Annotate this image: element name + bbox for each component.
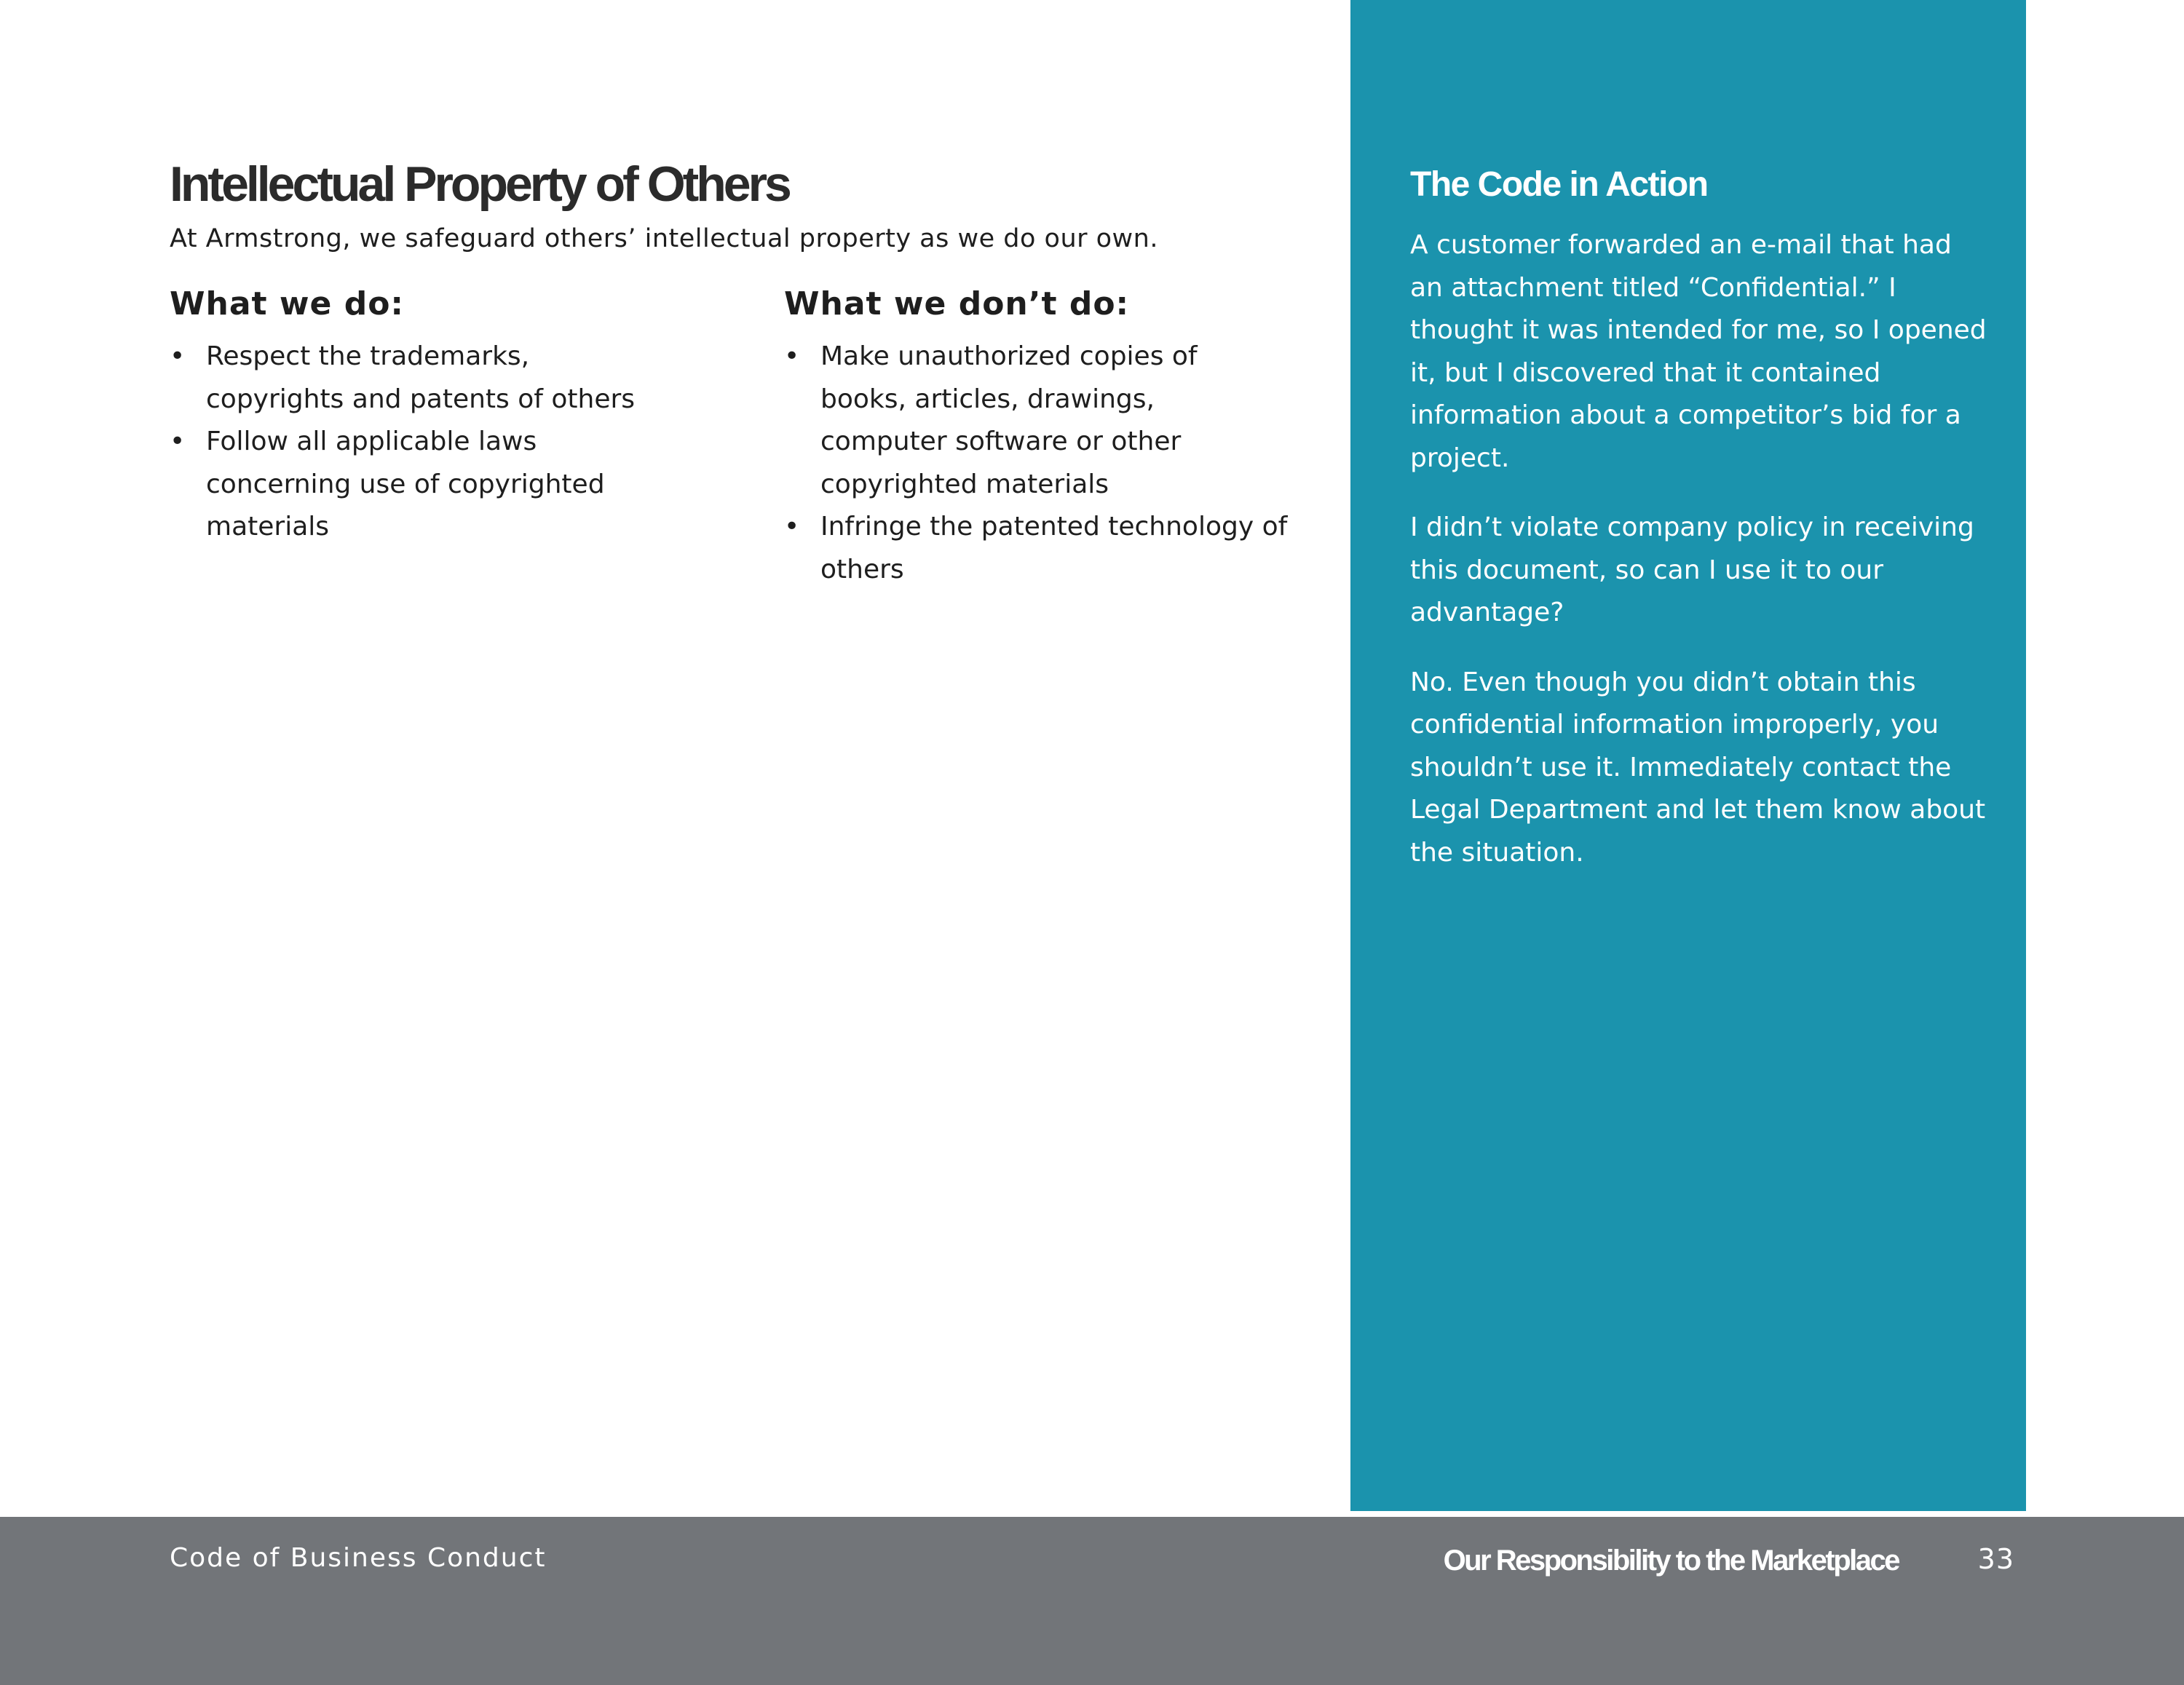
- code-in-action-sidebar: [1350, 0, 2026, 1511]
- what-we-dont-do-list: [784, 336, 1294, 591]
- what-we-dont-do-section: [784, 285, 1294, 591]
- page-subtitle: At Armstrong, we safeguard others’ intellectual property as we do our own.: [170, 224, 1158, 253]
- list-item-text: Follow all applicable laws concerning use of copyrighted materials: [206, 427, 605, 542]
- what-we-do-list: [170, 336, 752, 549]
- sidebar-paragraph: No. Even though you didn’t obtain this confidential information improperly, you shouldn’t use it. Immediately contact the Legal Department and let them know about the situation.: [1410, 667, 1986, 868]
- page-title: Intellectual Property of Others: [170, 156, 789, 212]
- bullet-icon: •: [784, 341, 800, 371]
- list-item-text: Infringe the patented technology of others: [820, 512, 1288, 584]
- bullet-icon: •: [170, 341, 186, 371]
- footer-document-title: Code of Business Conduct: [170, 1543, 547, 1573]
- list-item-text: Respect the trademarks, copyrights and patents of others: [206, 341, 636, 414]
- page-number: 33: [1977, 1543, 2014, 1575]
- sidebar-paragraph: A customer forwarded an e-mail that had an attachment titled “Confidential.” I thought it was intended for me, so I opened it, but I discovered that it contained information about a competitor’s bid for a project.: [1410, 230, 1987, 473]
- what-we-dont-do-heading: What we don’t do:: [784, 285, 1130, 322]
- footer-section-title: Our Responsibility to the Marketplace: [1443, 1545, 1899, 1577]
- list-item: [784, 336, 1265, 506]
- bullet-icon: •: [784, 512, 800, 542]
- what-we-do-section: [170, 285, 752, 549]
- list-item: [784, 506, 1294, 591]
- list-item: [170, 421, 636, 549]
- bullet-icon: •: [170, 427, 186, 456]
- what-we-do-heading: What we do:: [170, 285, 405, 322]
- page-footer: [0, 1517, 2184, 1685]
- sidebar-title: The Code in Action: [1410, 165, 1708, 204]
- sidebar-paragraph: I didn’t violate company policy in receiving this document, so can I use it to our advantage?: [1410, 512, 1974, 627]
- sidebar-body: [1410, 224, 1993, 901]
- list-item: [170, 336, 636, 421]
- list-item-text: Make unauthorized copies of books, articles, drawings, computer software or other copyrighted materials: [820, 341, 1198, 499]
